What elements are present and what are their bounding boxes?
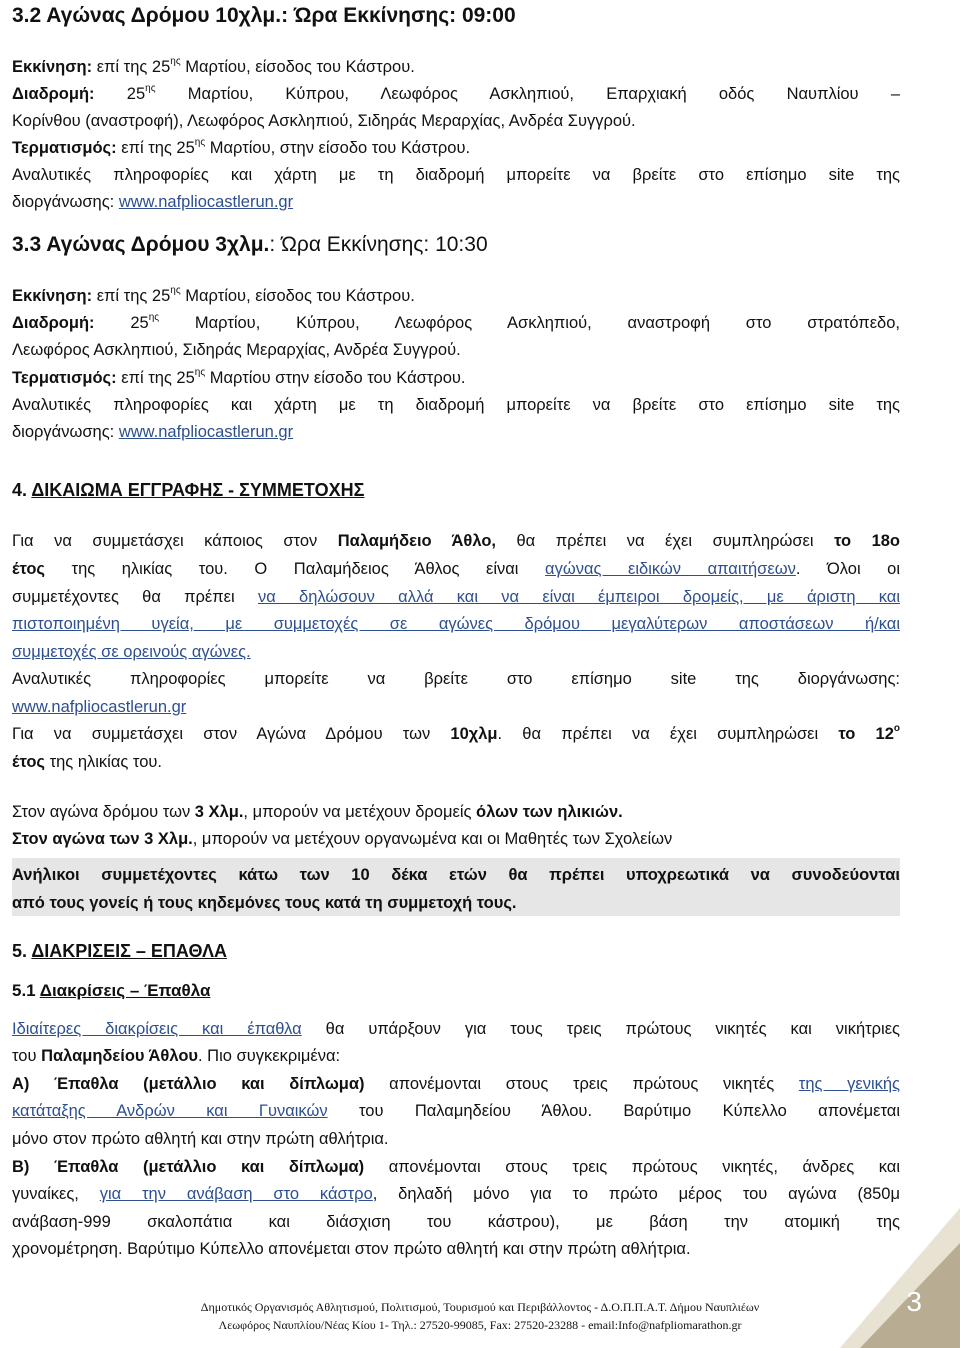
prize-b-line3: ανάβαση-999 σκαλοπάτια και διάσχιση του κάστρου), με βάση την ατομική της bbox=[12, 1213, 900, 1231]
s4-para-line4: πιστοποιημένη υγεία, με συμμετοχές σε αγώνες δρόμου μεγαλύτερων αποστάσεων ή/και bbox=[12, 615, 900, 633]
section-5-heading: 5. ΔΙΑΚΡΙΣΕΙΣ – ΕΠΑΘΛΑ bbox=[12, 941, 227, 961]
prize-a-line2: κατάταξης Ανδρών και Γυναικών του Παλαμηδείου Άθλου. Βαρύτιμο Κύπελλο απονέμεται bbox=[12, 1102, 900, 1120]
s4-schools: Στον αγώνα των 3 Χλμ., μπορούν να μετέχουν οργανωμένα και οι Μαθητές των Σχολείων bbox=[12, 830, 673, 848]
s4-para-line2: έτος της ηλικίας του. Ο Παλαμήδειος Άθλος είναι αγώνας ειδικών απαιτήσεων. Όλοι οι bbox=[12, 560, 900, 578]
s32-info-cont: διοργάνωσης: www.nafpliocastlerun.gr bbox=[12, 193, 294, 211]
website-link[interactable]: www.nafpliocastlerun.gr bbox=[118, 193, 294, 211]
website-link[interactable]: www.nafpliocastlerun.gr bbox=[12, 698, 187, 716]
s32-route: Διαδρομή: $25^{\eta\varsigma}$ Μαρτίου, Κύπρου, Λεωφόρος Ασκληπιού, Επαρχιακή οδός Ναυπλίου – bbox=[12, 82, 900, 103]
s4-para-line3: συμμετέχοντες θα πρέπει να δηλώσουν αλλά και να είναι έμπειροι δρομείς, με άριστη και bbox=[12, 588, 901, 606]
section-4-heading: 4. ΔΙΚΑΙΩΜΑ ΕΓΓΡΑΦΗΣ - ΣΥΜΜΕΤΟΧΗΣ bbox=[12, 480, 365, 500]
section-3-2-heading: 3.2 Αγώνας Δρόμου 10χλμ.: Ώρα Εκκίνησης: 09:00 bbox=[12, 4, 516, 27]
s4-para-line5: συμμετοχές σε ορεινούς αγώνες. bbox=[12, 643, 251, 661]
s32-finish: Τερματισμός: επί της $25^{\eta\varsigma}$ Μαρτίου, στην είσοδο του Κάστρου. bbox=[12, 136, 471, 157]
section-5-1-heading: 5.1 Διακρίσεις – Έπαθλα bbox=[12, 981, 211, 1000]
s32-start: Εκκίνηση: επί της $25^{\eta\varsigma}$ Μαρτίου, είσοδος του Κάστρου. bbox=[12, 55, 415, 76]
prize-a-line1: Α) Έπαθλα (μετάλλιο και δίπλωμα) απονέμονται στους τρεις πρώτους νικητές της γενικής bbox=[12, 1075, 900, 1093]
s32-route-cont: Κορίνθου (αναστροφή), Λεωφόρος Ασκληπιού, Σιδηράς Μεραρχίας, Ανδρέα Συγγρού. bbox=[12, 112, 636, 130]
prize-b-line2: γυναίκες, για την ανάβαση στο κάστρο, δηλαδή μόνο για το πρώτο μέρος του αγώνα (850μ bbox=[12, 1185, 900, 1203]
website-link[interactable]: www.nafpliocastlerun.gr bbox=[118, 423, 294, 441]
s4-link-line bbox=[12, 696, 900, 718]
footer-org-line: Δημοτικός Οργανισμός Αθλητισμού, Πολιτισμού, Τουρισμού και Περιβάλλοντος - Δ.Ο.Π.Π.Α.Τ. Δήμου Ναυπλιέων bbox=[200, 1300, 760, 1314]
s33-info-cont: διοργάνωσης: www.nafpliocastlerun.gr bbox=[12, 423, 294, 441]
s33-route-cont: Λεωφόρος Ασκληπιού, Σιδηράς Μεραρχίας, Ανδρέα Συγγρού. bbox=[12, 341, 461, 359]
s51-para-line1: Ιδιαίτερες διακρίσεις και έπαθλα θα υπάρξουν για τους τρεις πρώτους νικητές και νικήτριες bbox=[12, 1020, 900, 1038]
s33-finish: Τερματισμός: επί της $25^{\eta\varsigma}$ Μαρτίου στην είσοδο του Κάστρου. bbox=[12, 366, 466, 387]
footer-contact-line: Λεωφόρος Ναυπλίου/Νέας Κίου 1- Τηλ.: 27520-99085, Fax: 27520-23288 - email:Info@nafpliomarathon.gr bbox=[218, 1318, 742, 1332]
corner-decoration bbox=[840, 1208, 960, 1348]
s4-para-line1: Για να συμμετάσχει κάποιος στον Παλαμήδειο Άθλο, θα πρέπει να έχει συμπληρώσει το 18ο bbox=[12, 532, 901, 550]
s4-age-10k-cont: έτος της ηλικίας του. bbox=[12, 753, 162, 771]
s51-para-line2: του Παλαμηδείου Άθλου. Πιο συγκεκριμένα: bbox=[12, 1047, 341, 1065]
s32-info: Αναλυτικές πληροφορίες και χάρτη με τη διαδρομή μπορείτε να βρείτε στο επίσημο site της bbox=[12, 166, 900, 184]
s33-start: Εκκίνηση: επί της $25^{\eta\varsigma}$ Μαρτίου, είσοδος του Κάστρου. bbox=[12, 284, 415, 305]
s33-route: Διαδρομή: $25^{\eta\varsigma}$ Μαρτίου, Κύπρου, Λεωφόρος Ασκληπιού, αναστροφή στο στρατόπεδο, bbox=[12, 311, 900, 332]
prize-a-line3: μόνο στον πρώτο αθλητή και στην πρώτη αθλήτρια. bbox=[12, 1130, 389, 1148]
s33-info: Αναλυτικές πληροφορίες και χάρτη με τη διαδρομή μπορείτε να βρείτε στο επίσημο site της bbox=[12, 396, 900, 414]
section-3-3-heading: 3.3 Αγώνας Δρόμου 3χλμ.: Ώρα Εκκίνησης: 10:30 bbox=[12, 233, 488, 256]
s4-info: Αναλυτικές πληροφορίες μπορείτε να βρείτε στο επίσημο site της διοργάνωσης: bbox=[12, 670, 900, 688]
s4-age-3k: Στον αγώνα δρόμου των 3 Χλμ., μπορούν να μετέχουν δρομείς όλων των ηλικιών. bbox=[12, 803, 623, 821]
s4-age-10k: Για να συμμετάσχει στον Αγώνα Δρόμου των 10χλμ. θα πρέπει να έχει συμπληρώσει το $12^o$ bbox=[12, 722, 900, 743]
minors-notice-line1: Ανήλικοι συμμετέχοντες κάτω των 10 δέκα ετών θα πρέπει υποχρεωτικά να συνοδεύονται bbox=[12, 866, 900, 884]
prize-b-line1: Β) Έπαθλα (μετάλλιο και δίπλωμα) απονέμονται στους τρεις πρώτους νικητές, άνδρες και bbox=[12, 1158, 900, 1176]
prize-b-line4: χρονομέτρηση. Βαρύτιμο Κύπελλο απονέμεται στον πρώτο αθλητή και στην πρώτη αθλήτρια. bbox=[12, 1240, 691, 1258]
page-number: 3 bbox=[906, 1286, 922, 1317]
minors-notice-line2: από τους γονείς ή τους κηδεμόνες τους κατά τη συμμετοχή τους. bbox=[12, 894, 517, 912]
